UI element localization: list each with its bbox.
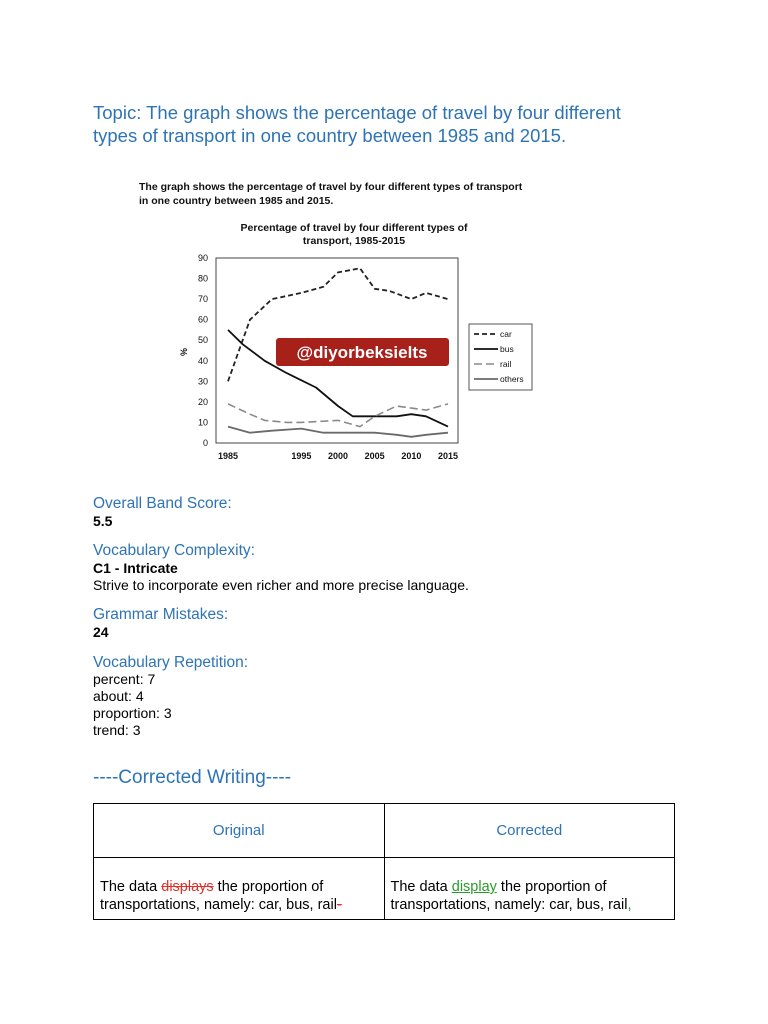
- y-tick-label: 10: [197, 417, 208, 428]
- x-tick-label: 2000: [327, 451, 349, 461]
- original-text: The data: [100, 879, 162, 895]
- vocab-complexity-label: Vocabulary Complexity:: [93, 542, 255, 559]
- legend-label: rail: [500, 359, 512, 369]
- repetition-item: trend: 3: [93, 722, 141, 738]
- table-header-row: [94, 804, 675, 858]
- x-tick-label: 2005: [364, 451, 385, 461]
- vocab-repetition-list: [93, 671, 172, 739]
- x-tick-label: 2015: [437, 451, 459, 461]
- repetition-item: about: 4: [93, 688, 144, 704]
- series-line-others: [228, 427, 448, 437]
- corrected-cell: [384, 858, 675, 920]
- y-tick-label: 40: [197, 355, 208, 366]
- table-row: [94, 858, 675, 920]
- inserted-mark: ,: [627, 897, 632, 913]
- x-tick-label: 1995: [291, 451, 312, 461]
- y-tick-label: 30: [197, 376, 208, 387]
- vocab-repetition-label: Vocabulary Repetition:: [93, 654, 249, 671]
- grammar-mistakes-label: Grammar Mistakes:: [93, 606, 229, 623]
- chart-svg: [136, 178, 546, 468]
- x-tick-labels: [218, 451, 458, 461]
- y-tick-label: 70: [197, 294, 208, 305]
- chart-caption-line-1: The graph shows the percentage of travel by four different types of transport: [139, 181, 523, 193]
- legend-label: others: [500, 374, 524, 384]
- chart-caption-line-2: in one country between 1985 and 2015.: [139, 195, 334, 207]
- line-chart: [136, 178, 546, 468]
- grammar-mistakes-value: 24: [93, 624, 109, 640]
- overall-score-value: 5.5: [93, 513, 113, 529]
- y-axis-label: %: [179, 347, 189, 357]
- legend-label: car: [500, 329, 512, 339]
- overall-score-label: Overall Band Score:: [93, 495, 232, 512]
- y-tick-label: 80: [197, 273, 208, 284]
- corrected-text: the proportion of transportations, namely: car, bus, rail: [390, 879, 628, 913]
- corrected-column-header: Corrected: [384, 804, 675, 858]
- y-tick-label: 60: [197, 314, 208, 325]
- y-tick-labels: [198, 253, 208, 448]
- y-tick-label: 20: [197, 396, 208, 407]
- x-tick-label: 2010: [401, 451, 422, 461]
- inserted-word: display: [451, 879, 497, 895]
- deleted-mark: -: [336, 897, 342, 913]
- original-column-header: Original: [94, 804, 385, 858]
- repetition-item: percent: 7: [93, 671, 156, 687]
- x-tick-label: 1985: [217, 451, 239, 461]
- y-tick-label: 90: [197, 253, 208, 263]
- vocab-complexity-level: C1 - Intricate: [93, 560, 178, 576]
- chart-legend: [469, 324, 532, 390]
- legend-label: bus: [500, 344, 514, 354]
- watermark-text: @diyorbeksielts: [296, 343, 428, 362]
- original-text: the proportion of transportations, namely: car, bus, rail: [100, 879, 337, 913]
- y-tick-label: 50: [197, 335, 208, 346]
- corrected-text: The data: [390, 879, 452, 895]
- chart-title-line-2: transport, 1985-2015: [302, 235, 406, 247]
- corrected-writing-heading: ----Corrected Writing----: [93, 767, 292, 788]
- repetition-item: proportion: 3: [93, 705, 172, 721]
- original-cell: [94, 858, 385, 920]
- deleted-word: displays: [161, 879, 214, 895]
- chart-title-line-1: Percentage of travel by four different types of: [240, 222, 468, 234]
- correction-table: [93, 803, 675, 920]
- vocab-complexity-note: Strive to incorporate even richer and more precise language.: [93, 577, 469, 593]
- topic-heading: Topic: The graph shows the percentage of travel by four different types of transport in one country between 1985 and 2015.: [93, 102, 621, 146]
- y-tick-label: 0: [202, 438, 208, 448]
